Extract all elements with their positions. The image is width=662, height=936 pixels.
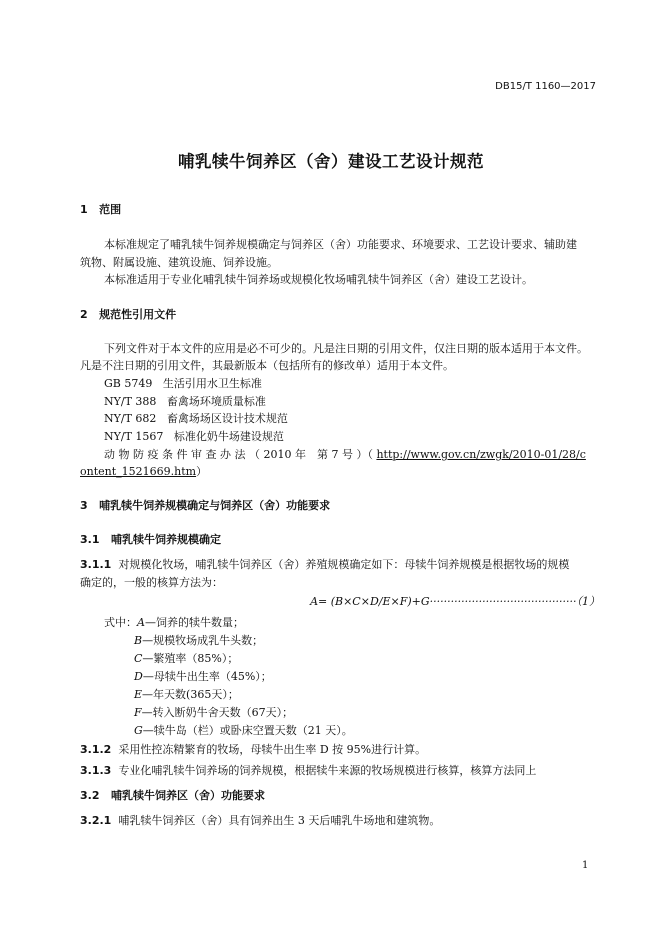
page-number: 1: [582, 860, 589, 871]
reference-code: NY/T 1567: [104, 430, 164, 443]
section-title: 规范性引用文件: [99, 308, 177, 321]
clause-text: 采用性控冻精繁育的牧场，母犊牛出生率 D 按 95%进行计算。: [118, 743, 427, 756]
variable-symbol: C: [134, 652, 143, 665]
paragraph-line: 本标准适用于专业化哺乳犊牛饲养场或规模化牧场哺乳犊牛饲养区（舍）建设工艺设计。: [104, 273, 533, 286]
reference-item-continued: [80, 463, 207, 479]
subsection-3-1-heading: [80, 531, 221, 547]
reference-name: 畜禽场场区设计技术规范: [166, 412, 288, 425]
variable-symbol: D: [134, 670, 143, 683]
variable-definition: [104, 614, 244, 630]
where-label: 式中：: [104, 616, 137, 629]
subsection-number: 3.1: [80, 533, 100, 546]
subsection-title: 哺乳犊牛饲养规模确定: [111, 533, 221, 546]
paragraph-line: 筑物、附属设施、建筑设施、饲养设施。: [80, 256, 278, 269]
variable-definition: [134, 650, 238, 666]
reference-name: 生活引用水卫生标准: [162, 377, 262, 390]
section-3-heading: [80, 497, 330, 513]
reference-code: GB 5749: [104, 377, 153, 390]
subsection-title: 哺乳犊牛饲养区（舍）功能要求: [111, 789, 265, 802]
section-number: 3: [80, 499, 88, 512]
clause-number: 3.2.1: [80, 814, 112, 827]
section-title: 范围: [99, 203, 122, 216]
variable-symbol: B: [134, 634, 143, 647]
clause-number: 3.1.2: [80, 743, 112, 756]
formula: A= (B×C×D/E×F)+G··········································（1）: [310, 595, 600, 608]
reference-code: NY/T 682: [104, 412, 157, 425]
reference-item: [104, 410, 288, 426]
reference-item: [104, 375, 262, 391]
reference-item: [104, 446, 586, 462]
section-2-heading: [80, 306, 176, 322]
standard-code: DB15/T 1160—2017: [495, 81, 596, 92]
variable-definition: [134, 722, 353, 738]
clause-text: 专业化哺乳犊牛饲养场的饲养规模，根据犊牛来源的牧场规模进行核算，核算方法同上: [118, 764, 537, 777]
variable-description: —饲养的犊牛数量；: [144, 616, 244, 629]
regulation-link-continued[interactable]: ontent_1521669.htm: [80, 465, 197, 478]
variable-definition: [134, 704, 293, 720]
variable-symbol: A: [137, 616, 145, 629]
variable-definition: [134, 632, 263, 648]
variable-description: —繁殖率（85%）；: [142, 652, 239, 665]
clause-3-1-1: [80, 556, 569, 572]
reference-item: [104, 393, 266, 409]
clause-3-2-1: [80, 812, 440, 828]
reference-name: 标准化奶牛场建设规范: [173, 430, 284, 443]
regulation-close: ）: [196, 465, 208, 478]
paragraph-line: 下列文件对于本文件的应用是必不可少的。凡是注日期的引用文件，仅注日期的版本适用于本文件。: [104, 342, 588, 355]
section-title: 哺乳犊牛饲养规模确定与饲养区（舍）功能要求: [99, 499, 331, 512]
variable-definition: [134, 686, 239, 702]
section-number: 2: [80, 308, 88, 321]
variable-symbol: F: [134, 706, 142, 719]
section-1-heading: [80, 201, 121, 217]
variable-symbol: G: [134, 724, 143, 737]
reference-name: 畜禽场环境质量标准: [166, 395, 266, 408]
section-number: 1: [80, 203, 88, 216]
clause-3-1-2: [80, 741, 426, 757]
paragraph-line: 确定的，一般的核算方法为：: [80, 576, 223, 589]
clause-text: 对规模化牧场，哺乳犊牛饲养区（舍）养殖规模确定如下：母犊牛饲养规模是根据牧场的规模: [118, 558, 570, 571]
variable-description: —犊牛岛（栏）或卧床空置天数（21 天）。: [142, 724, 353, 737]
reference-item: [104, 428, 284, 444]
subsection-3-2-heading: [80, 787, 265, 803]
variable-description: —母犊牛出生率（45%）；: [142, 670, 272, 683]
clause-text: 哺乳犊牛饲养区（舍）具有饲养出生 3 天后哺乳牛场地和建筑物。: [118, 814, 441, 827]
variable-definition: [134, 668, 272, 684]
paragraph-line: 凡是不注日期的引用文件，其最新版本（包括所有的修改单）适用于本文件。: [80, 359, 454, 372]
regulation-text: 动 物 防 疫 条 件 审 查 办 法 （ 2010 年 第 7 号 ）（: [104, 448, 377, 461]
document-title: 哺乳犊牛饲养区（舍）建设工艺设计规范: [178, 152, 484, 171]
reference-code: NY/T 388: [104, 395, 157, 408]
paragraph-line: 本标准规定了哺乳犊牛饲养规模确定与饲养区（舍）功能要求、环境要求、工艺设计要求、辅助建: [104, 238, 577, 251]
variable-description: —规模牧场成乳牛头数；: [142, 634, 264, 647]
clause-number: 3.1.1: [80, 558, 112, 571]
variable-description: —年天数(365天）；: [142, 688, 239, 701]
clause-3-1-3: [80, 762, 536, 778]
clause-number: 3.1.3: [80, 764, 112, 777]
variable-description: —转入断奶牛舍天数（67天）；: [141, 706, 294, 719]
variable-symbol: E: [134, 688, 143, 701]
subsection-number: 3.2: [80, 789, 100, 802]
regulation-link[interactable]: http://www.gov.cn/zwgk/2010-01/28/c: [376, 448, 586, 461]
